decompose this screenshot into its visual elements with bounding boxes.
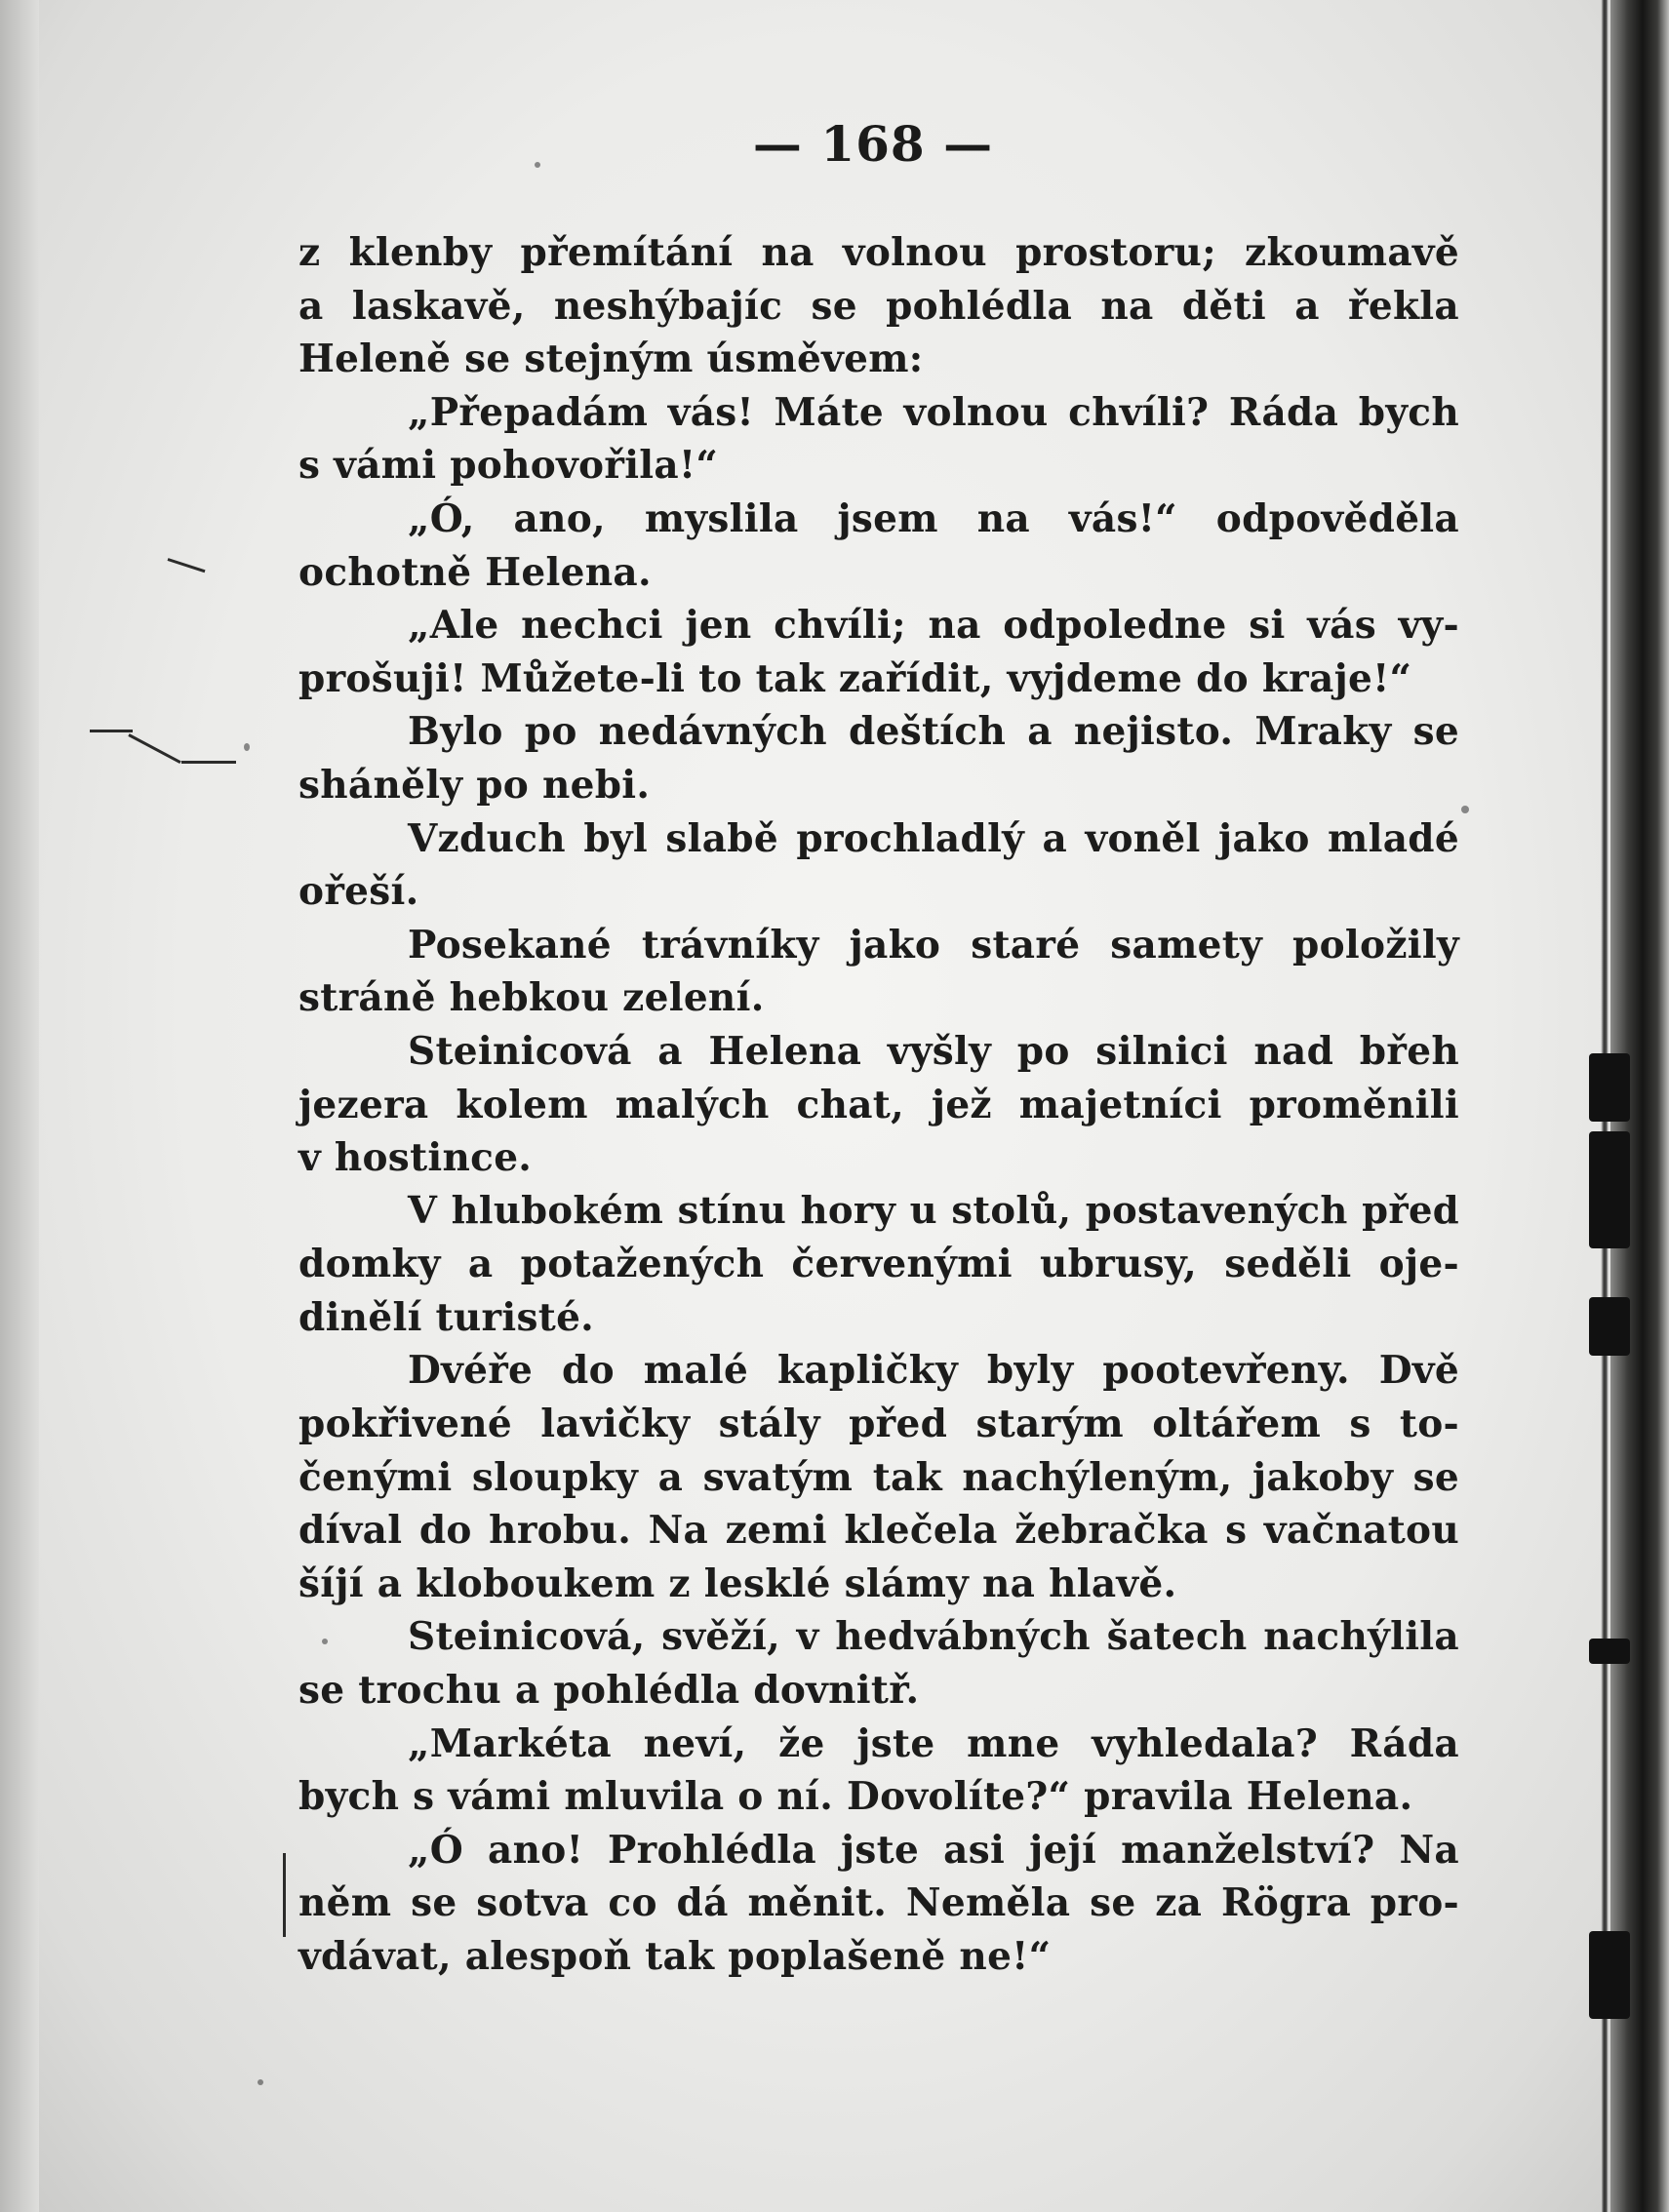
- margin-mark: [283, 1853, 286, 1937]
- text-line: něm se sotva co dá měnit. Neměla se za Rögra pro-: [298, 1880, 1459, 1926]
- text-line: vdávat, alespoň tak poplašeně ne!“: [298, 1934, 1052, 1979]
- text-line: „Ale nechci jen chvíli; na odpoledne si vás vy-: [408, 603, 1459, 649]
- text-line: čenými sloupky a svatým tak nachýleným, jakoby se: [298, 1454, 1459, 1500]
- text-line: bych s vámi mluvila o ní. Dovolíte?“ pravila Helena.: [298, 1774, 1413, 1820]
- text-line: ochotně Helena.: [298, 549, 652, 595]
- margin-mark: [181, 761, 236, 764]
- text-line: šíjí a kloboukem z lesklé slámy na hlavě.: [298, 1560, 1177, 1606]
- edge-blot: [1589, 1639, 1630, 1664]
- text-line: stráně hebkou zelení.: [298, 975, 765, 1021]
- text-line: V hlubokém stínu hory u stolů, postavených před: [408, 1188, 1459, 1233]
- text-line: sháněly po nebi.: [298, 762, 651, 808]
- text-line: „Přepadám vás! Máte volnou chvíli? Ráda bych: [408, 389, 1459, 435]
- margin-mark: [90, 730, 133, 732]
- text-line: Vzduch byl slabě prochladlý a voněl jako mladé: [408, 815, 1459, 861]
- text-line: „Ó, ano, myslila jsem na vás!“ odpověděla: [408, 495, 1459, 541]
- edge-blot: [1589, 1931, 1630, 2019]
- text-line: díval do hrobu. Na zemi klečela žebračka s vačnatou: [298, 1508, 1459, 1554]
- text-line: z klenby přemítání na volnou prostoru; zkoumavě: [298, 230, 1459, 275]
- text-line: Steinicová a Helena vyšly po silnici nad břeh: [408, 1028, 1459, 1074]
- text-line: s vámi pohovořila!“: [298, 443, 719, 489]
- text-line: Dvéře do malé kapličky byly pootevřeny. Dvě: [408, 1348, 1459, 1394]
- margin-mark: [128, 733, 180, 764]
- edge-blot: [1589, 1053, 1630, 1122]
- page-number: — 168 —: [752, 115, 994, 173]
- text-line: „Ó ano! Prohlédla jste asi její manželství? Na: [408, 1827, 1459, 1873]
- text-line: Posekané trávníky jako staré samety položily: [408, 922, 1459, 968]
- text-line: jezera kolem malých chat, jež majetníci proměnili: [298, 1082, 1459, 1127]
- text-line: „Markéta neví, že jste mne vyhledala? Ráda: [408, 1720, 1459, 1766]
- ink-speck: [258, 2079, 263, 2085]
- margin-mark: [168, 558, 206, 573]
- body-text: [298, 226, 1459, 1984]
- edge-blot: [1589, 1297, 1630, 1356]
- page-left-shadow: [0, 0, 39, 2212]
- text-line: Bylo po nedávných deštích a nejisto. Mraky se: [408, 709, 1459, 755]
- text-line: a laskavě, neshýbajíc se pohlédla na děti a řekla: [298, 283, 1459, 329]
- text-line: ořeší.: [298, 869, 419, 915]
- text-line: Heleně se stejným úsměvem:: [298, 336, 924, 382]
- text-line: Steinicová, svěží, v hedvábných šatech nachýlila: [408, 1614, 1459, 1660]
- text-line: dinělí turisté.: [298, 1294, 595, 1340]
- text-line: se trochu a pohlédla dovnitř.: [298, 1668, 920, 1714]
- text-line: domky a potažených červenými ubrusy, seděli oje-: [298, 1242, 1459, 1287]
- text-line: pokřivené lavičky stály před starým oltářem s to-: [298, 1402, 1459, 1447]
- ink-speck: [1461, 806, 1469, 813]
- text-line: v hostince.: [298, 1135, 533, 1181]
- text-line: prošuji! Můžete-li to tak zařídit, vyjdeme do kraje!“: [298, 655, 1412, 701]
- edge-blot: [1589, 1131, 1630, 1248]
- ink-speck: [244, 743, 250, 751]
